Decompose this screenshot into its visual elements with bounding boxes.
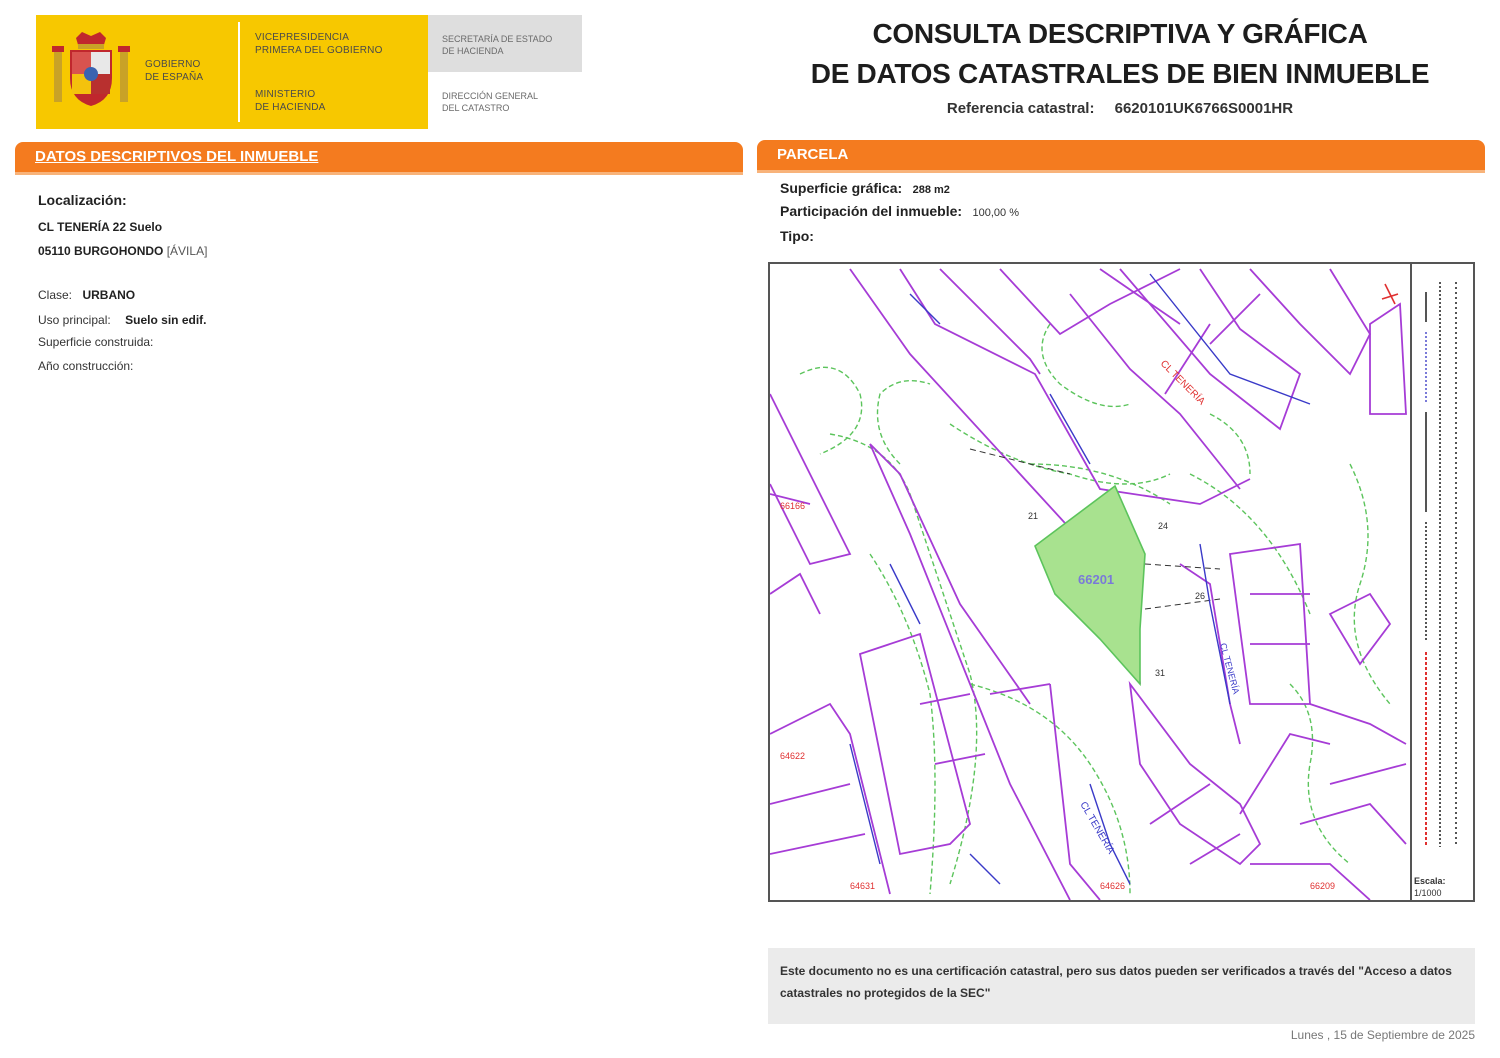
street-label-1: CL TENERÍA <box>1157 358 1207 408</box>
parcela-section-line <box>757 170 1485 173</box>
parcel-label: 66201 <box>1078 572 1115 587</box>
map-red-marks <box>1382 284 1398 304</box>
street-label-3: CL TENERÍA <box>1218 641 1242 696</box>
clase-row <box>38 286 135 304</box>
superficie-grafica-row <box>780 180 950 198</box>
localizacion-label: Localización: <box>38 192 127 208</box>
participacion-value: 100,00 % <box>972 207 1019 219</box>
svg-text:66166: 66166 <box>780 501 806 511</box>
clase-label: Clase: <box>38 288 73 302</box>
cadastral-reference <box>760 100 1480 117</box>
map-legend <box>1416 272 1472 857</box>
vice-line2: PRIMERA DEL GOBIERNO <box>255 45 383 56</box>
svg-text:64626: 64626 <box>1100 881 1126 891</box>
direccion-label <box>442 90 538 114</box>
superficie-grafica-value: 288 m2 <box>912 184 950 196</box>
cadastral-map[interactable] <box>768 262 1475 902</box>
min-line1: MINISTERIO <box>255 89 316 100</box>
uso-label: Uso principal: <box>38 313 111 327</box>
superficie-construida-label: Superficie construida: <box>38 335 154 349</box>
address-line1: CL TENERÍA 22 Suelo <box>38 220 163 234</box>
street-label-2: CL TENERÍA <box>1077 800 1117 857</box>
participacion-label: Participación del inmueble: <box>780 203 963 219</box>
svg-text:21: 21 <box>1028 511 1039 521</box>
svg-text:66209: 66209 <box>1310 881 1336 891</box>
document-date: Lunes , 15 de Septiembre de 2025 <box>1290 1028 1475 1042</box>
gobierno-line1: GOBIERNO <box>145 59 201 70</box>
address-line2-row <box>38 244 207 258</box>
sec-line2: DE HACIENDA <box>442 46 504 56</box>
dir-line1: DIRECCIÓN GENERAL <box>442 91 539 101</box>
address-province: [ÁVILA] <box>166 244 208 258</box>
tipo-label: Tipo: <box>780 228 814 244</box>
scale-label: Escala: <box>1414 876 1446 886</box>
min-line2: DE HACIENDA <box>255 102 326 113</box>
coat-of-arms-icon <box>48 28 134 114</box>
gobierno-label <box>145 58 203 84</box>
reference-label: Referencia catastral: <box>946 100 1095 117</box>
ministerio-label <box>255 88 326 114</box>
document-title <box>760 14 1480 94</box>
svg-text:64631: 64631 <box>850 881 876 891</box>
descriptive-section-header: DATOS DESCRIPTIVOS DEL INMUEBLE <box>15 142 743 172</box>
title-line1: CONSULTA DESCRIPTIVA Y GRÁFICA <box>872 18 1368 49</box>
legend-separator <box>1410 264 1412 900</box>
participacion-row <box>780 203 1019 221</box>
title-line2: DE DATOS CATASTRALES DE BIEN INMUEBLE <box>810 58 1430 89</box>
address-line2: 05110 BURGOHONDO <box>38 244 164 258</box>
vicepresidencia-label <box>255 31 383 57</box>
parcela-section-header: PARCELA <box>757 140 1485 170</box>
anio-construccion-label: Año construcción: <box>38 359 134 373</box>
dir-line2: DEL CATASTRO <box>442 103 510 113</box>
clase-value: URBANO <box>82 288 136 302</box>
descriptive-section-line <box>15 172 743 175</box>
svg-text:26: 26 <box>1195 591 1206 601</box>
superficie-grafica-label: Superficie gráfica: <box>780 180 903 196</box>
scale-value: 1/1000 <box>1414 888 1442 898</box>
svg-text:24: 24 <box>1158 521 1169 531</box>
svg-text:31: 31 <box>1155 668 1166 678</box>
uso-value: Suelo sin edif. <box>125 313 207 327</box>
map-drawing <box>770 264 1410 900</box>
reference-value: 6620101UK6766S0001HR <box>1114 100 1294 117</box>
gobierno-line2: DE ESPAÑA <box>145 72 204 83</box>
sec-line1: SECRETARÍA DE ESTADO <box>442 34 553 44</box>
svg-text:64622: 64622 <box>780 751 806 761</box>
secretaria-label <box>442 33 552 57</box>
uso-row <box>38 311 207 329</box>
logo-divider <box>238 22 240 122</box>
verification-notice: Este documento no es una certificación catastral, pero sus datos pueden ser verificados a través del "Acceso a datos catastrales no protegidos de la SEC" <box>768 948 1475 1024</box>
vice-line1: VICEPRESIDENCIA <box>255 32 350 43</box>
legend-graphic <box>1416 272 1472 857</box>
